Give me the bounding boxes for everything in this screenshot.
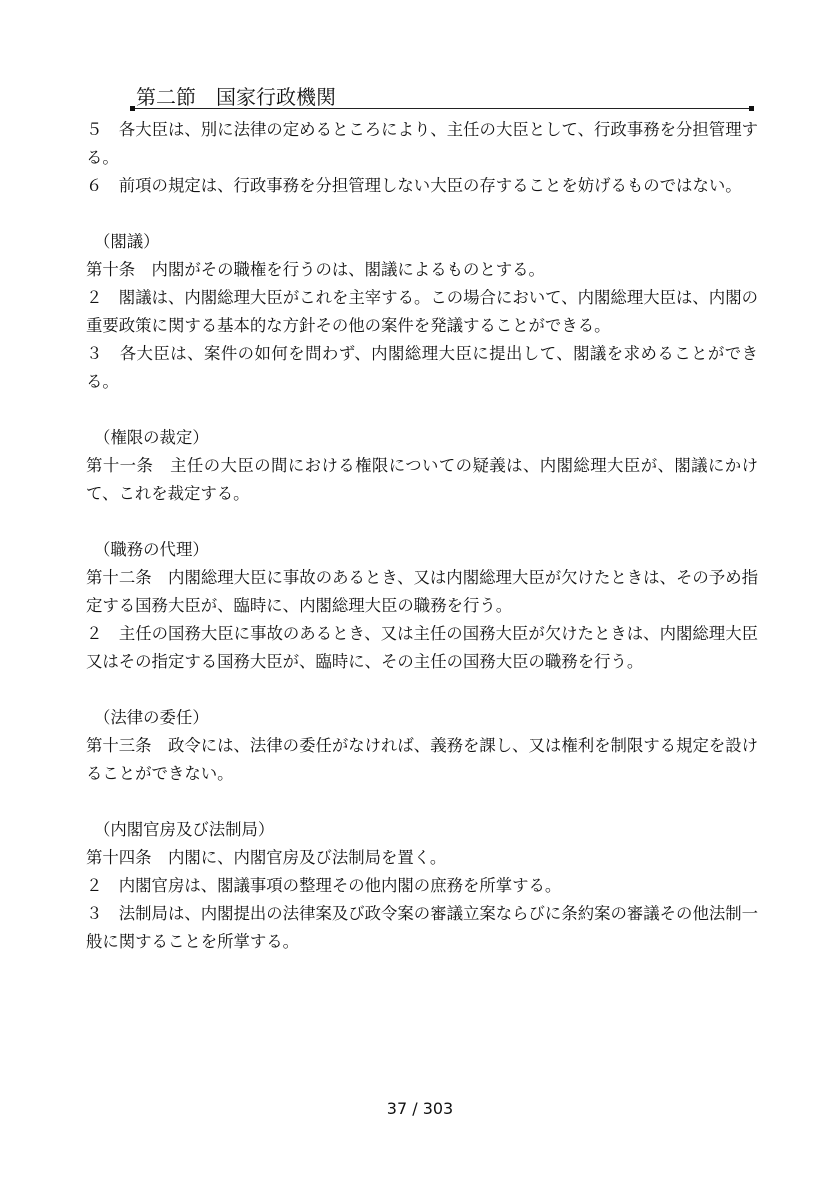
- article-paragraph: ３ 法制局は、内閣提出の法律案及び政令案の審議立案ならびに条約案の審議その他法制一般に関することを所掌する。: [86, 904, 759, 951]
- paragraph-gap: [86, 788, 758, 816]
- article-caption: （権限の裁定）: [94, 428, 209, 447]
- article-paragraph: ３ 各大臣は、案件の如何を問わず、内閣総理大臣に提出して、閣議を求めることができる。: [86, 344, 758, 391]
- page-number: 37 / 303: [386, 1099, 454, 1118]
- article-paragraph: ５ 各大臣は、別に法律の定めるところにより、主任の大臣として、行政事務を分担管理する。: [86, 120, 758, 167]
- section-header: [132, 82, 752, 112]
- article-paragraph: 第十条 内閣がその職権を行うのは、閣議によるものとする。: [86, 260, 545, 279]
- article-paragraph: 第十四条 内閣に、内閣官房及び法制局を置く。: [86, 848, 447, 867]
- header-rule-right-marker: [749, 106, 754, 111]
- article-caption: （閣議）: [94, 232, 160, 251]
- paragraph-gap: [86, 200, 758, 228]
- document-body: [86, 116, 758, 956]
- section-title: 第二節 国家行政機関: [136, 85, 336, 109]
- article-paragraph: ２ 主任の国務大臣に事故のあるとき、又は主任の国務大臣が欠けたときは、内閣総理大臣又はその指定する国務大臣が、臨時に、その主任の国務大臣の職務を行う。: [86, 624, 758, 671]
- paragraph-gap: [86, 396, 758, 424]
- article-paragraph: 第十二条 内閣総理大臣に事故のあるとき、又は内閣総理大臣が欠けたときは、その予め指定する国務大臣が、臨時に、内閣総理大臣の職務を行う。: [86, 568, 758, 615]
- header-rule-left-marker: [130, 106, 135, 111]
- article-paragraph: ６ 前項の規定は、行政事務を分担管理しない大臣の存することを妨げるものではない。: [86, 176, 742, 195]
- header-rule: [132, 108, 752, 109]
- paragraph-gap: [86, 508, 758, 536]
- article-caption: （法律の委任）: [94, 708, 209, 727]
- article-paragraph: ２ 閣議は、内閣総理大臣がこれを主宰する。この場合において、内閣総理大臣は、内閣の重要政策に関する基本的な方針その他の案件を発議することができる。: [86, 288, 758, 335]
- article-paragraph: 第十一条 主任の大臣の間における権限についての疑義は、内閣総理大臣が、閣議にかけて、これを裁定する。: [86, 456, 758, 503]
- paragraph-gap: [86, 676, 758, 704]
- article-paragraph: 第十三条 政令には、法律の委任がなければ、義務を課し、又は権利を制限する規定を設けることができない。: [86, 736, 759, 783]
- article-paragraph: ２ 内閣官房は、閣議事項の整理その他内閣の庶務を所掌する。: [86, 876, 562, 895]
- article-caption: （内閣官房及び法制局）: [94, 820, 275, 839]
- article-caption: （職務の代理）: [94, 540, 209, 559]
